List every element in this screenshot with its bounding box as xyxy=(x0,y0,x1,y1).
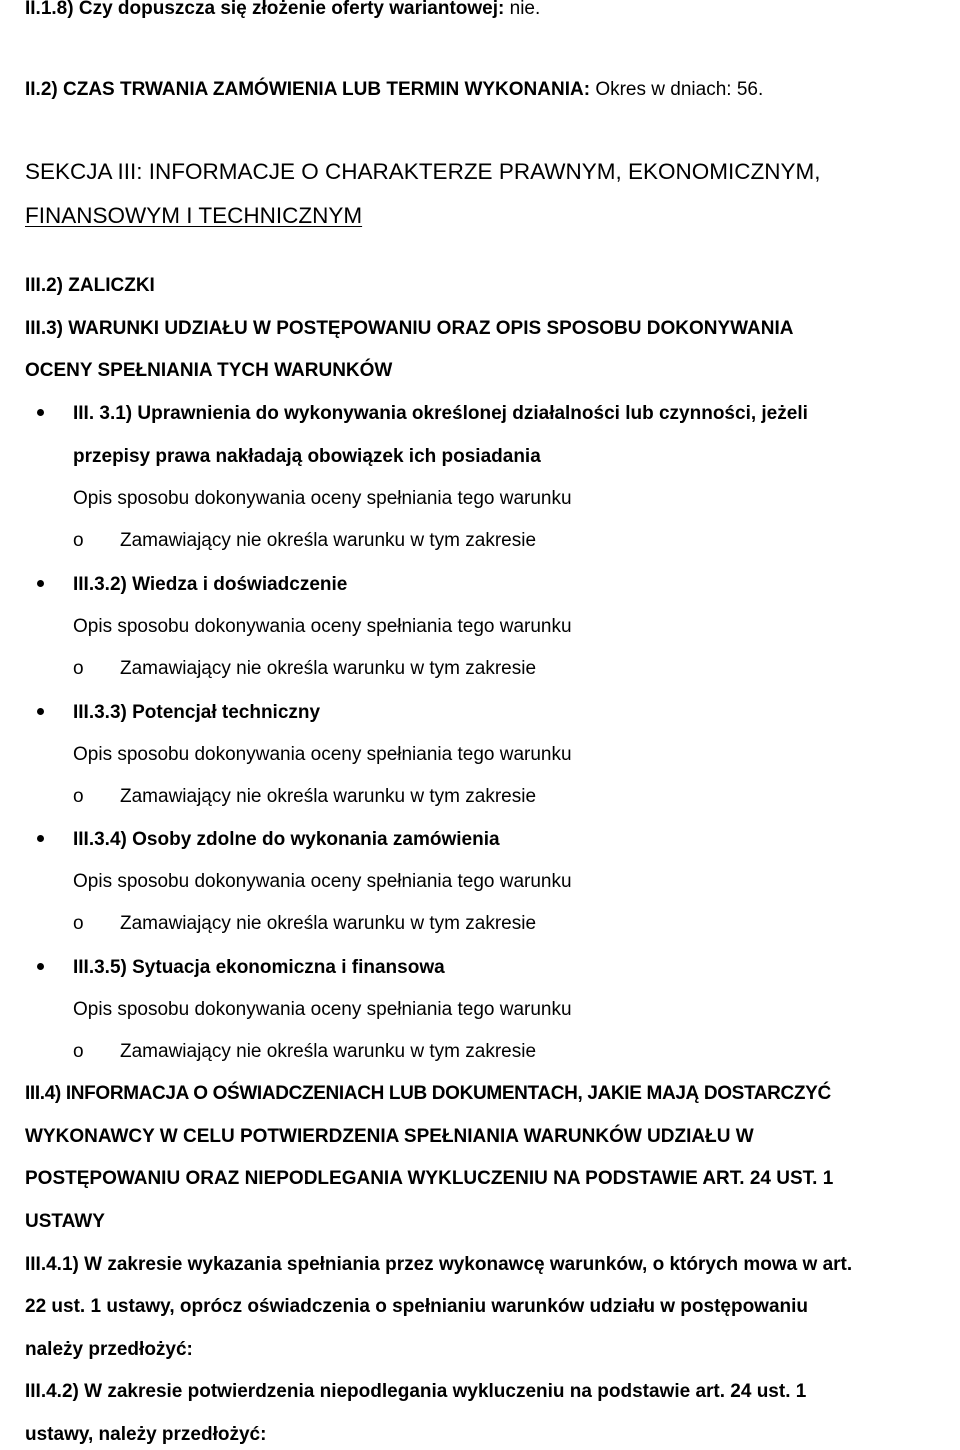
documents-heading-line-4: USTAWY xyxy=(25,1211,105,1232)
sub-bullet-icon: o xyxy=(73,530,84,551)
bullet-icon xyxy=(37,835,44,842)
sub-bullet-icon: o xyxy=(73,913,84,934)
item-3-3-1-line-2: przepisy prawa nakładają obowiązek ich posiadania xyxy=(73,446,541,467)
item-3-3-5-sub: Zamawiający nie określa warunku w tym zakresie xyxy=(120,1041,537,1062)
item-3-3-4-description: Opis sposobu dokonywania oceny spełniania tego warunku xyxy=(73,871,572,892)
section-3-4-2-line-1: III.4.2) W zakresie potwierdzenia niepodlegania wykluczeniu na podstawie art. 24 ust. 1 xyxy=(25,1381,807,1402)
conditions-heading-line-2: OCENY SPEŁNIANIA TYCH WARUNKÓW xyxy=(25,360,393,381)
item-3-3-4-sub: Zamawiający nie określa warunku w tym zakresie xyxy=(120,913,537,934)
duration-value: Okres w dniach: 56. xyxy=(590,79,764,100)
conditions-heading-line-1: III.3) WARUNKI UDZIAŁU W POSTĘPOWANIU ORAZ OPIS SPOSOBU DOKONYWANIA xyxy=(25,318,794,339)
bullet-icon xyxy=(37,580,44,587)
variant-offer-value: nie. xyxy=(504,0,541,19)
item-3-3-3-sub: Zamawiający nie określa warunku w tym zakresie xyxy=(120,786,537,807)
documents-heading-line-1: III.4) INFORMACJA O OŚWIADCZENIACH LUB DOKUMENTACH, JAKIE MAJĄ DOSTARCZYĆ xyxy=(25,1083,831,1104)
duration-line xyxy=(25,79,763,101)
item-3-3-2-sub: Zamawiający nie określa warunku w tym zakresie xyxy=(120,658,537,679)
item-3-3-1-line-1: III. 3.1) Uprawnienia do wykonywania określonej działalności lub czynności, jeżeli xyxy=(73,403,808,424)
variant-offer-line xyxy=(25,0,540,20)
section-3-title-line-1: SEKCJA III: INFORMACJE O CHARAKTERZE PRAWNYM, EKONOMICZNYM, xyxy=(25,159,821,184)
advance-payments-heading: III.2) ZALICZKI xyxy=(25,275,155,296)
bullet-icon xyxy=(37,963,44,970)
bullet-icon xyxy=(37,409,44,416)
item-3-3-5-line-1: III.3.5) Sytuacja ekonomiczna i finansowa xyxy=(73,957,445,978)
item-3-3-4-line-1: III.3.4) Osoby zdolne do wykonania zamówienia xyxy=(73,829,500,850)
section-3-4-1-line-1: III.4.1) W zakresie wykazania spełniania przez wykonawcę warunków, o których mowa w art. xyxy=(25,1254,853,1275)
sub-bullet-icon: o xyxy=(73,658,84,679)
section-3-4-1-line-3: należy przedłożyć: xyxy=(25,1339,193,1360)
item-3-3-1-sub: Zamawiający nie określa warunku w tym zakresie xyxy=(120,530,537,551)
sub-bullet-icon: o xyxy=(73,786,84,807)
item-3-3-3-description: Opis sposobu dokonywania oceny spełniania tego warunku xyxy=(73,744,572,765)
item-3-3-2-line-1: III.3.2) Wiedza i doświadczenie xyxy=(73,574,348,595)
item-3-3-2-description: Opis sposobu dokonywania oceny spełniania tego warunku xyxy=(73,616,572,637)
variant-offer-label: II.1.8) Czy dopuszcza się złożenie oferty wariantowej: xyxy=(25,0,505,19)
section-3-4-1-line-2: 22 ust. 1 ustawy, oprócz oświadczenia o spełnianiu warunków udziału w postępowaniu xyxy=(25,1296,809,1317)
documents-heading-line-2: WYKONAWCY W CELU POTWIERDZENIA SPEŁNIANIA WARUNKÓW UDZIAŁU W xyxy=(25,1126,754,1147)
duration-label: II.2) CZAS TRWANIA ZAMÓWIENIA LUB TERMIN WYKONANIA: xyxy=(25,79,591,100)
sub-bullet-icon: o xyxy=(73,1041,84,1062)
bullet-icon xyxy=(37,708,44,715)
item-3-3-1-description: Opis sposobu dokonywania oceny spełniania tego warunku xyxy=(73,488,572,509)
item-3-3-3-line-1: III.3.3) Potencjał techniczny xyxy=(73,702,321,723)
section-3-title-line-2: FINANSOWYM I TECHNICZNYM xyxy=(25,203,363,228)
documents-heading-line-3: POSTĘPOWANIU ORAZ NIEPODLEGANIA WYKLUCZENIU NA PODSTAWIE ART. 24 UST. 1 xyxy=(25,1168,834,1189)
item-3-3-5-description: Opis sposobu dokonywania oceny spełniania tego warunku xyxy=(73,999,572,1020)
section-3-4-2-line-2: ustawy, należy przedłożyć: xyxy=(25,1424,267,1445)
